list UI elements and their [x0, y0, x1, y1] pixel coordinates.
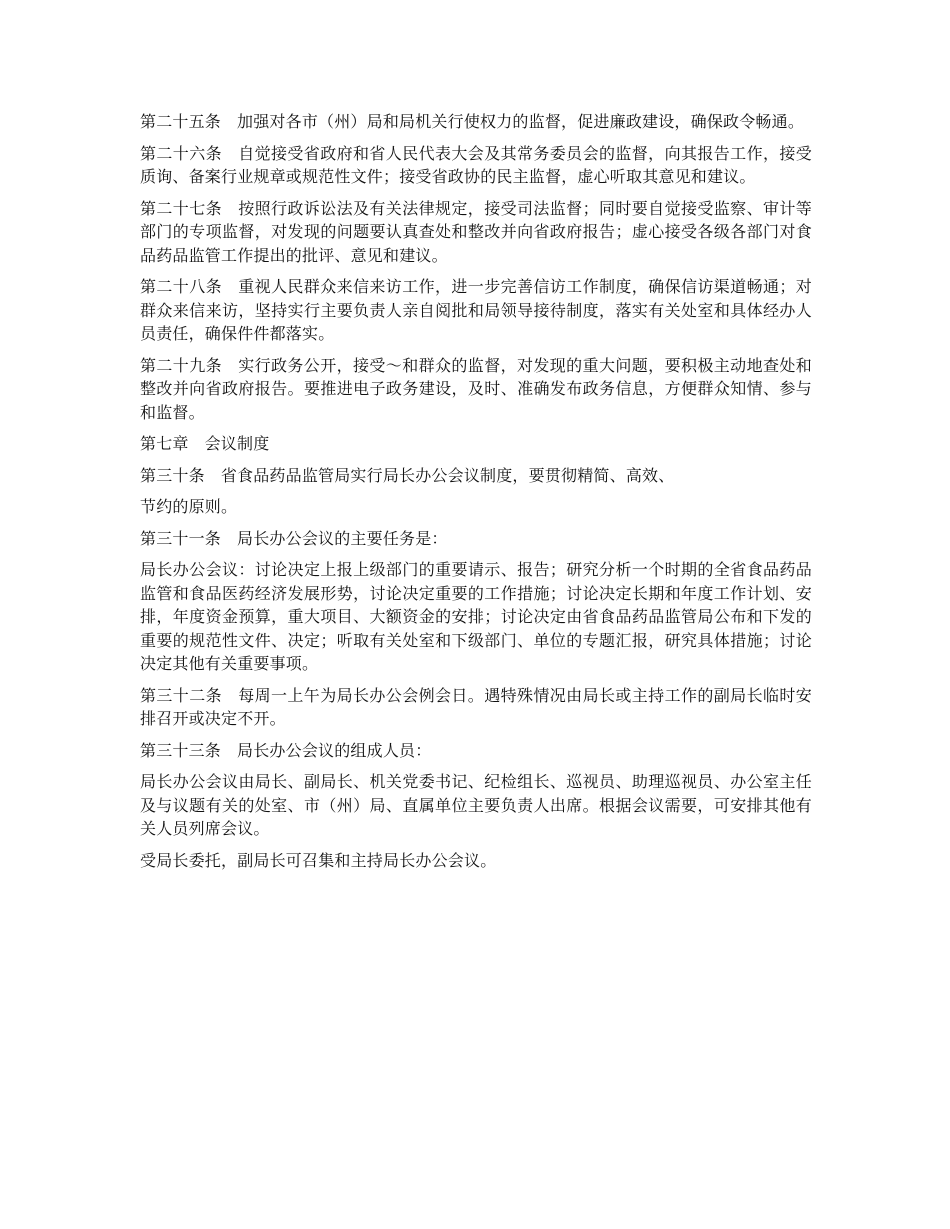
chapter-title: 会议制度	[204, 434, 270, 453]
article-label: 第三十条	[140, 465, 205, 485]
article-text: 实行政务公开，接受～和群众的监督，对发现的重大问题，要积极主动地查处和整改并向省政府报告。要推进电子政务建设，及时、准确发布政务信息，方便群众知情、参与和监督。	[140, 355, 812, 422]
article-text: 重视人民群众来信来访工作，进一步完善信访工作制度，确保信访渠道畅通；对群众来信来访，坚持实行主要负责人亲自阅批和局领导接待制度，落实有关处室和具体经办人员责任，确保件件都落实。	[140, 277, 812, 343]
article-text: 按照行政诉讼法及有关法律规定，接受司法监督；同时要自觉接受监察、审计等部门的专项监督，对发现的问题要认真查处和整改并向省政府报告；虚心接受各级各部门对食品药品监管工作提出的批评、意见和建议。	[140, 198, 812, 265]
article-label: 第三十一条	[140, 528, 222, 548]
article-label: 第三十三条	[140, 740, 222, 760]
document-body	[140, 110, 812, 880]
paragraph-article-32	[140, 684, 812, 731]
article-label: 第二十七条	[140, 198, 222, 218]
paragraph-article-26	[140, 142, 812, 189]
paragraph-meeting-members	[140, 770, 812, 841]
article-label: 第二十八条	[140, 277, 222, 296]
article-text: 省食品药品监管局实行局长办公会议制度，要贯彻精简、高效、	[220, 465, 675, 485]
paragraph-text: 局长办公会议由局长、副局长、机关党委书记、纪检组长、巡视员、助理巡视员、办公室主任及与议题有关的处室、市（州）局、直属单位主要负责人出席。根据会议需要，可安排其他有关人员列席会议。	[140, 772, 812, 838]
paragraph-continuation	[140, 495, 812, 519]
article-text: 局长办公会议的主要任务是：	[237, 528, 448, 548]
paragraph-delegation	[140, 849, 812, 873]
paragraph-article-30	[140, 464, 812, 488]
paragraph-article-31	[140, 527, 812, 551]
paragraph-article-29	[140, 354, 812, 425]
chapter-heading	[140, 432, 812, 456]
article-label: 第二十六条	[140, 143, 222, 163]
paragraph-article-33	[140, 739, 812, 763]
paragraph-article-28	[140, 275, 812, 346]
paragraph-meeting-tasks	[140, 558, 812, 676]
paragraph-text: 节约的原则。	[140, 497, 238, 516]
article-label: 第二十九条	[140, 355, 222, 375]
article-text: 每周一上午为局长办公会例会日。遇特殊情况由局长或主持工作的副局长临时安排召开或决定不开。	[140, 685, 812, 728]
article-text: 局长办公会议的组成人员：	[237, 740, 432, 760]
paragraph-article-27	[140, 197, 812, 268]
paragraph-text: 受局长委托，副局长可召集和主持局长办公会议。	[140, 850, 497, 870]
article-label: 第三十二条	[140, 685, 222, 705]
paragraph-text: 局长办公会议：讨论决定上报上级部门的重要请示、报告；研究分析一个时期的全省食品药品监管和食品医药经济发展形势，讨论决定重要的工作措施；讨论决定长期和年度工作计划、安排，年度资金预算，重大项目、大额资金的安排；讨论决定由省食品药品监管局公布和下发的重要的规范性文件、决定；听取有关处室和下级部门、单位的专题汇报，研究具体措施；讨论决定其他有关重要事项。	[140, 560, 812, 673]
article-text: 自觉接受省政府和省人民代表大会及其常务委员会的监督，向其报告工作，接受质询、备案行业规章或规范性文件；接受省政协的民主监督，虚心听取其意见和建议。	[140, 143, 812, 186]
paragraph-article-25	[140, 110, 812, 134]
article-label: 第二十五条	[140, 112, 222, 131]
chapter-label: 第七章	[140, 434, 189, 453]
article-text: 加强对各市（州）局和局机关行使权力的监督，促进廉政建设，确保政令畅通。	[237, 112, 805, 131]
